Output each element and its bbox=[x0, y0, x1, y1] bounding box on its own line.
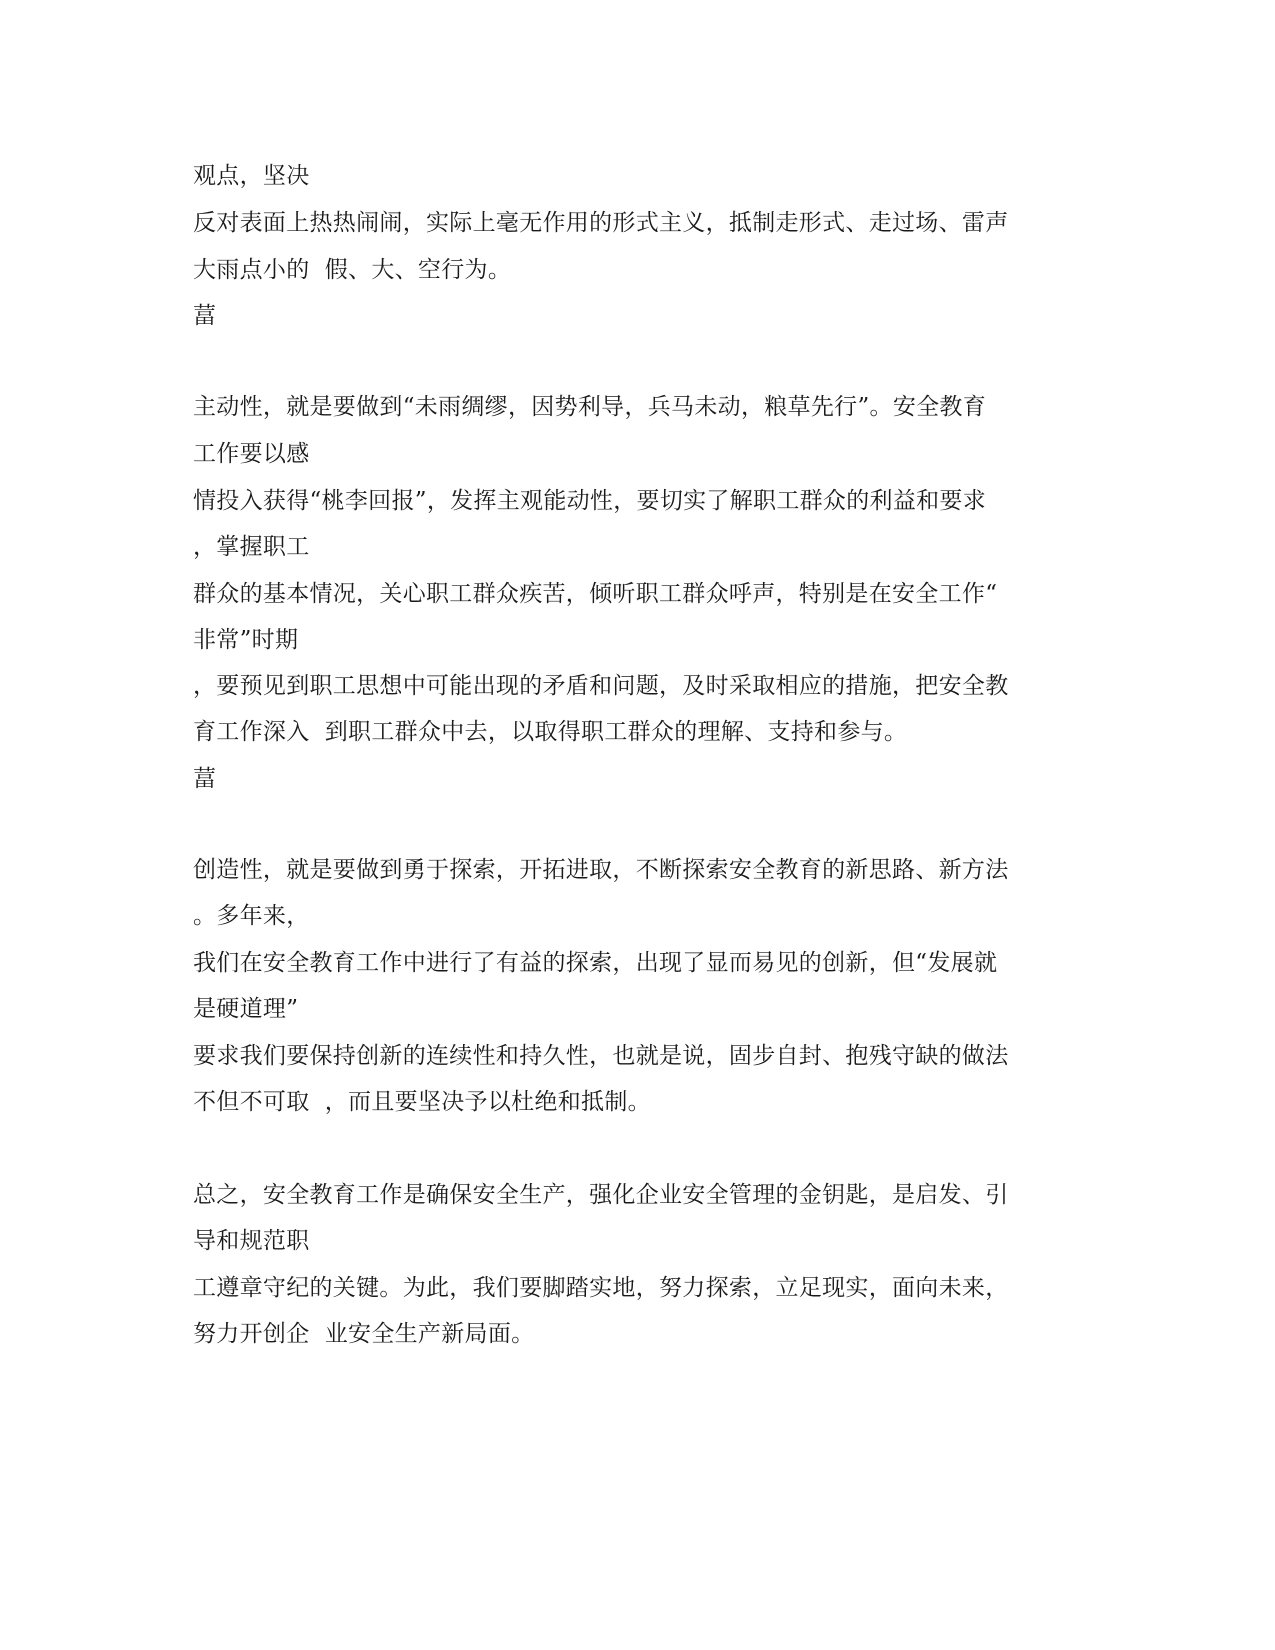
text-line: 努力开创企 业安全生产新局面。 bbox=[193, 1321, 535, 1347]
text-line: 工作要以感 bbox=[193, 441, 310, 467]
text-line: 工遵章守纪的关键。为此，我们要脚踏实地，努力探索，立足现实，面向未来， bbox=[193, 1275, 1009, 1301]
text-line: 葍 bbox=[193, 303, 217, 329]
text-line: 导和规范职 bbox=[193, 1228, 310, 1254]
text-line: 总之，安全教育工作是确保安全生产，强化企业安全管理的金钥匙，是启发、引 bbox=[193, 1182, 1009, 1208]
text-line: 大雨点小的 假、大、空行为。 bbox=[193, 257, 512, 283]
text-line: 不但不可取 ，而且要坚决予以杜绝和抵制。 bbox=[193, 1089, 651, 1115]
text-line: 是硬道理” bbox=[193, 996, 299, 1022]
text-line: 群众的基本情况，关心职工群众疾苦，倾听职工群众呼声，特别是在安全工作“ bbox=[193, 581, 998, 607]
text-line: 非常”时期 bbox=[193, 627, 299, 653]
text-line: 要求我们要保持创新的连续性和持久性，也就是说，固步自封、抱残守缺的做法 bbox=[193, 1043, 1009, 1069]
text-line: 反对表面上热热闹闹，实际上毫无作用的形式主义，抵制走形式、走过场、雷声 bbox=[193, 210, 1009, 236]
text-line: ，要预见到职工思想中可能出现的矛盾和问题，及时采取相应的措施，把安全教 bbox=[193, 673, 1009, 699]
text-line: 我们在安全教育工作中进行了有益的探索，出现了显而易见的创新，但“发展就 bbox=[193, 950, 998, 976]
text-line: 创造性，就是要做到勇于探索，开拓进取，不断探索安全教育的新思路、新方法 bbox=[193, 857, 1009, 883]
text-line: 。多年来， bbox=[193, 903, 310, 929]
text-line: ，掌握职工 bbox=[193, 534, 310, 560]
text-line: 育工作深入 到职工群众中去，以取得职工群众的理解、支持和参与。 bbox=[193, 719, 908, 745]
text-line: 观点，坚决 bbox=[193, 163, 310, 189]
text-line: 主动性，就是要做到“未雨绸缪，因势利导，兵马未动，粮草先行”。安全教育 bbox=[193, 394, 987, 420]
text-line: 葍 bbox=[193, 766, 217, 792]
text-line: 情投入获得“桃李回报”，发挥主观能动性，要切实了解职工群众的利益和要求 bbox=[193, 488, 987, 514]
